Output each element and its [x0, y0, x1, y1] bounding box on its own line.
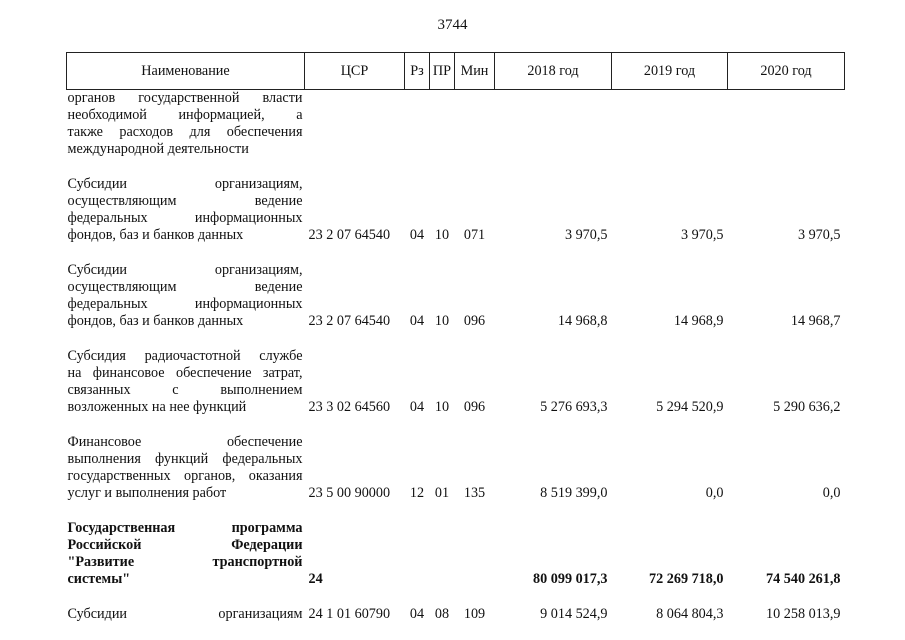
name-line: возложенных на нее функций [67, 399, 247, 415]
table-row [67, 348, 845, 416]
row-2019 [612, 90, 728, 159]
row-min: 096 [463, 313, 486, 329]
row-csr: 23 2 07 64540 [308, 227, 391, 243]
row-rz: 04 [409, 606, 425, 622]
header-2020: 2020 год [728, 53, 845, 90]
row-2020: 74 540 261,8 [766, 571, 841, 587]
row-csr: 23 2 07 64540 [308, 313, 391, 329]
row-name [67, 520, 305, 588]
row-min: 071 [463, 227, 486, 243]
name-line: осуществляющим ведение [67, 193, 303, 209]
name-line: фондов, баз и банков данных [67, 313, 244, 329]
table-header-row [67, 53, 845, 90]
row-rz: 04 [409, 313, 425, 329]
row-2019: 5 294 520,9 [656, 399, 724, 415]
name-line: необходимой информацией, а [67, 107, 303, 123]
row-2018: 8 519 399,0 [540, 485, 608, 501]
name-line: федеральных информационных [67, 210, 303, 226]
row-csr: 24 [308, 571, 323, 587]
name-line: услуг и выполнения работ [67, 485, 227, 501]
table-row [67, 90, 845, 159]
name-line: также расходов для обеспечения [67, 124, 303, 140]
page-number: 3744 [437, 17, 468, 33]
header-2018: 2018 год [495, 53, 612, 90]
table-row [67, 176, 845, 244]
row-rz [405, 520, 430, 588]
name-line: "Развитие транспортной [67, 554, 303, 570]
row-pr: 08 [434, 606, 450, 622]
row-name [67, 606, 305, 623]
row-pr: 01 [434, 485, 450, 501]
row-rz: 04 [409, 399, 425, 415]
row-name [67, 262, 305, 330]
name-line: государственных органов, оказания [67, 468, 303, 484]
name-line: системы" [67, 571, 131, 587]
row-name [67, 176, 305, 244]
name-line: Субсидии организациям, [67, 176, 303, 192]
row-min: 096 [463, 399, 486, 415]
name-line: Финансовое обеспечение [67, 434, 303, 450]
header-min: Мин [455, 53, 495, 90]
row-csr: 23 3 02 64560 [308, 399, 391, 415]
row-pr [430, 90, 455, 159]
header-rz: Рз [405, 53, 430, 90]
header-2019: 2019 год [612, 53, 728, 90]
row-pr: 10 [434, 313, 450, 329]
row-min: 135 [463, 485, 486, 501]
row-pr: 10 [434, 227, 450, 243]
row-pr: 10 [434, 399, 450, 415]
name-line: Субсидии организациям, [67, 262, 303, 278]
header-name: Наименование [67, 53, 305, 90]
row-csr: 24 1 01 60790 [308, 606, 391, 622]
table-row [67, 606, 845, 623]
row-min: 109 [463, 606, 486, 622]
name-line: Субсидии организациям [67, 606, 303, 622]
row-2018 [495, 90, 612, 159]
row-2020 [728, 90, 845, 159]
budget-table [66, 52, 845, 623]
row-2019: 0,0 [705, 485, 724, 501]
row-2018: 9 014 524,9 [540, 606, 608, 622]
row-2020: 5 290 636,2 [773, 399, 841, 415]
row-2018: 5 276 693,3 [540, 399, 608, 415]
name-line: федеральных информационных [67, 296, 303, 312]
row-csr: 23 5 00 90000 [308, 485, 391, 501]
row-min [455, 90, 495, 159]
row-name [67, 348, 305, 416]
name-line: на финансовое обеспечение затрат, [67, 365, 303, 381]
name-line: осуществляющим ведение [67, 279, 303, 295]
row-2020: 14 968,7 [790, 313, 841, 329]
row-name [67, 434, 305, 502]
row-2019: 72 269 718,0 [649, 571, 724, 587]
table-row [67, 434, 845, 502]
row-2020: 0,0 [822, 485, 841, 501]
row-min [455, 520, 495, 588]
table-row-program-total [67, 520, 845, 588]
header-pr: ПР [430, 53, 455, 90]
row-rz: 04 [409, 227, 425, 243]
row-2020: 3 970,5 [797, 227, 841, 243]
name-line: органов государственной власти [67, 90, 303, 106]
name-line: Субсидия радиочастотной службе [67, 348, 303, 364]
row-2018: 80 099 017,3 [533, 571, 608, 587]
row-2019: 8 064 804,3 [656, 606, 724, 622]
row-2018: 14 968,8 [557, 313, 608, 329]
name-line: фондов, баз и банков данных [67, 227, 244, 243]
name-line: Российской Федерации [67, 537, 303, 553]
row-2019: 14 968,9 [673, 313, 724, 329]
row-pr [430, 520, 455, 588]
row-name [67, 90, 305, 159]
table-row [67, 262, 845, 330]
name-line: выполнения функций федеральных [67, 451, 303, 467]
row-2019: 3 970,5 [680, 227, 724, 243]
name-line: связанных с выполнением [67, 382, 303, 398]
row-csr [305, 90, 405, 159]
row-rz: 12 [409, 485, 425, 501]
row-2018: 3 970,5 [564, 227, 608, 243]
row-rz [405, 90, 430, 159]
header-csr: ЦСР [305, 53, 405, 90]
name-line: международной деятельности [67, 141, 249, 157]
row-2020: 10 258 013,9 [766, 606, 841, 622]
name-line: Государственная программа [67, 520, 303, 536]
